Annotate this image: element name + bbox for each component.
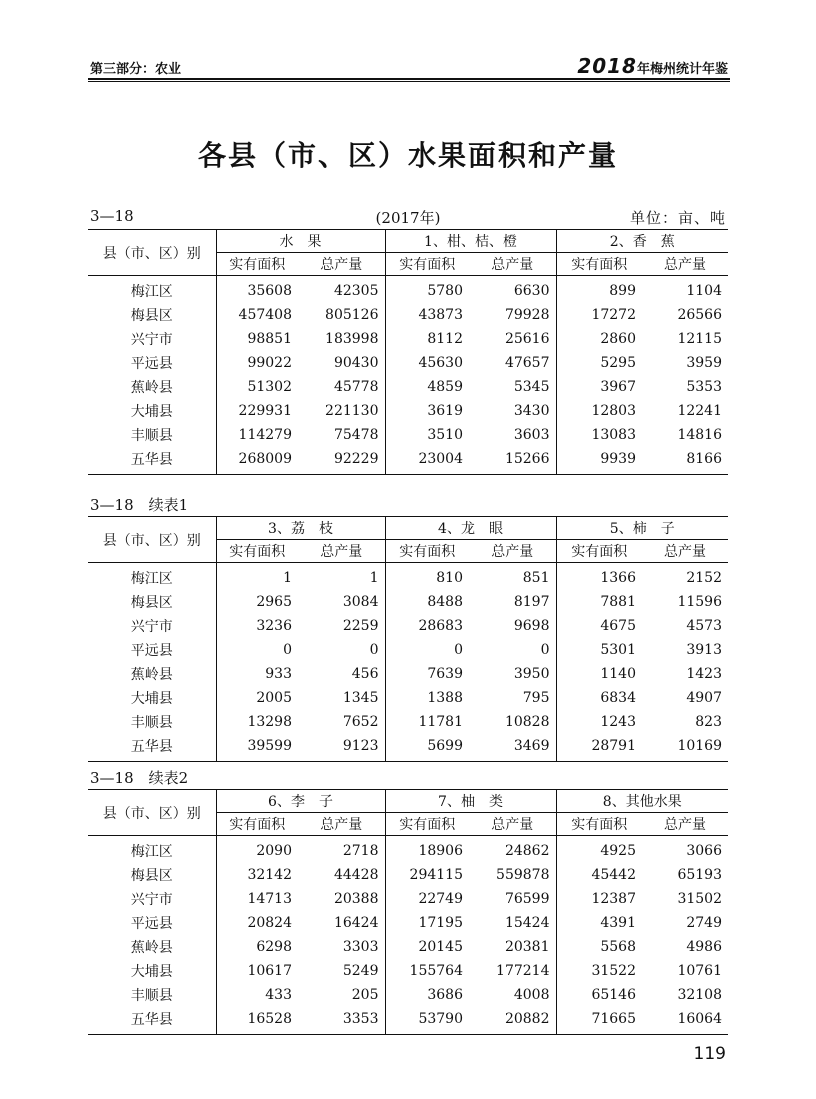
county-name: 大埔县 — [130, 404, 173, 420]
area-cell: 11781 — [385, 710, 469, 734]
output-cell: 1104 — [686, 283, 722, 299]
county-name: 梅县区 — [130, 595, 173, 611]
table-meta-1 — [90, 207, 726, 227]
output-cell: 823 — [695, 714, 722, 730]
table-row — [88, 710, 728, 734]
group-header: 1、柑、桔、橙 — [385, 230, 556, 253]
output-cell: 10828 — [504, 714, 550, 730]
output-cell: 10169 — [642, 734, 728, 762]
output-cell: 32108 — [677, 987, 722, 1003]
output-cell: 6630 — [513, 283, 550, 299]
output-cell: 12115 — [677, 331, 722, 347]
group-header: 6、李 子 — [216, 790, 385, 813]
area-cell: 23004 — [385, 447, 469, 475]
output-cell: 5353 — [686, 379, 722, 395]
area-cell: 32142 — [216, 863, 298, 887]
row-header: 县（市、区）别 — [88, 517, 216, 563]
table-row — [88, 303, 728, 327]
output-cell: 795 — [522, 690, 550, 706]
area-cell: 3236 — [216, 614, 298, 638]
table-meta-2 — [90, 494, 726, 514]
area-cell: 31522 — [556, 959, 642, 983]
group-header: 7、柚 类 — [385, 790, 556, 813]
output-cell: 3066 — [686, 843, 722, 859]
output-cell: 8166 — [642, 447, 728, 475]
col-header-output: 总产量 — [298, 253, 385, 276]
col-header-output: 总产量 — [298, 540, 385, 563]
output-cell: 183998 — [325, 331, 379, 347]
area-cell: 98851 — [216, 327, 298, 351]
area-cell: 8112 — [385, 327, 469, 351]
area-cell: 1388 — [385, 686, 469, 710]
header-year: 2018 — [577, 54, 637, 78]
group-header: 5、柿 子 — [556, 517, 728, 540]
area-cell: 268009 — [216, 447, 298, 475]
group-header: 水 果 — [216, 230, 385, 253]
output-cell: 16424 — [333, 915, 379, 931]
area-cell: 16528 — [216, 1007, 298, 1035]
area-cell: 12803 — [556, 399, 642, 423]
output-cell: 45778 — [333, 379, 379, 395]
table-row — [88, 590, 728, 614]
output-cell: 3430 — [513, 403, 550, 419]
county-name: 梅江区 — [130, 284, 173, 300]
area-cell: 20145 — [385, 935, 469, 959]
area-cell: 14713 — [216, 887, 298, 911]
output-cell: 5249 — [342, 963, 379, 979]
area-cell: 28683 — [385, 614, 469, 638]
county-name: 五华县 — [88, 447, 216, 475]
area-cell: 457408 — [216, 303, 298, 327]
output-cell: 65193 — [677, 867, 722, 883]
area-cell: 65146 — [556, 983, 642, 1007]
output-cell: 177214 — [496, 963, 550, 979]
area-cell: 9939 — [556, 447, 642, 475]
output-cell: 9698 — [513, 618, 550, 634]
table-row — [88, 423, 728, 447]
area-cell: 0 — [216, 638, 298, 662]
output-cell: 79928 — [504, 307, 550, 323]
county-name: 蕉岭县 — [130, 940, 173, 956]
county-name: 兴宁市 — [130, 892, 173, 908]
table-unit: 单位：亩、吨 — [629, 209, 726, 227]
area-cell: 1243 — [556, 710, 642, 734]
area-cell: 0 — [385, 638, 469, 662]
col-header-area: 实有面积 — [556, 813, 642, 836]
output-cell: 12241 — [677, 403, 722, 419]
area-cell: 12387 — [556, 887, 642, 911]
area-cell: 3619 — [385, 399, 469, 423]
output-cell: 1 — [369, 570, 379, 586]
table-row — [88, 836, 728, 864]
output-cell: 42305 — [333, 283, 379, 299]
output-cell: 44428 — [333, 867, 379, 883]
table-row — [88, 911, 728, 935]
page-title: 各县（市、区）水果面积和产量 — [197, 139, 618, 172]
output-cell: 4986 — [686, 939, 722, 955]
table-row — [88, 276, 728, 304]
area-cell: 22749 — [385, 887, 469, 911]
table-year: (2017年) — [375, 209, 441, 227]
output-cell: 4008 — [513, 987, 550, 1003]
county-name: 大埔县 — [130, 691, 173, 707]
table-row — [88, 662, 728, 686]
table-row — [88, 375, 728, 399]
county-name: 兴宁市 — [130, 332, 173, 348]
group-header: 4、龙 眼 — [385, 517, 556, 540]
table-code: 3—18 续表2 — [90, 769, 189, 787]
area-cell: 51302 — [216, 375, 298, 399]
page-number: 119 — [693, 1044, 726, 1064]
area-cell: 4925 — [556, 836, 642, 864]
group-header: 2、香 蕉 — [556, 230, 728, 253]
output-cell: 14816 — [677, 427, 722, 443]
output-cell: 1345 — [342, 690, 379, 706]
col-header-output: 总产量 — [642, 813, 728, 836]
area-cell: 2965 — [216, 590, 298, 614]
header-rule — [88, 78, 730, 80]
output-cell: 2749 — [686, 915, 722, 931]
output-cell: 3913 — [686, 642, 722, 658]
area-cell: 45442 — [556, 863, 642, 887]
county-name: 五华县 — [88, 734, 216, 762]
col-header-area: 实有面积 — [216, 813, 298, 836]
output-cell: 205 — [351, 987, 379, 1003]
col-header-area: 实有面积 — [556, 253, 642, 276]
area-cell: 17272 — [556, 303, 642, 327]
area-cell: 433 — [216, 983, 298, 1007]
area-cell: 43873 — [385, 303, 469, 327]
area-cell: 4675 — [556, 614, 642, 638]
area-cell: 1366 — [556, 563, 642, 591]
output-cell: 15424 — [504, 915, 550, 931]
row-header: 县（市、区）别 — [88, 230, 216, 276]
output-cell: 26566 — [677, 307, 722, 323]
area-cell: 294115 — [385, 863, 469, 887]
table-row — [88, 887, 728, 911]
area-cell: 20824 — [216, 911, 298, 935]
table-row — [88, 935, 728, 959]
col-header-output: 总产量 — [642, 540, 728, 563]
output-cell: 24862 — [504, 843, 550, 859]
area-cell: 2090 — [216, 836, 298, 864]
area-cell: 17195 — [385, 911, 469, 935]
table-meta-3 — [90, 767, 726, 787]
county-name: 丰顺县 — [130, 428, 173, 444]
output-cell: 3353 — [298, 1007, 385, 1035]
output-cell: 851 — [522, 570, 550, 586]
county-name: 梅江区 — [130, 571, 173, 587]
output-cell: 5345 — [513, 379, 550, 395]
table-row — [88, 399, 728, 423]
area-cell: 10617 — [216, 959, 298, 983]
output-cell: 0 — [540, 642, 550, 658]
group-header: 3、荔 枝 — [216, 517, 385, 540]
output-cell: 3959 — [686, 355, 722, 371]
area-cell: 3510 — [385, 423, 469, 447]
area-cell: 5780 — [385, 276, 469, 304]
col-header-area: 实有面积 — [216, 253, 298, 276]
county-name: 梅县区 — [130, 308, 173, 324]
area-cell: 1 — [216, 563, 298, 591]
table-row — [88, 863, 728, 887]
col-header-area: 实有面积 — [556, 540, 642, 563]
area-cell: 13298 — [216, 710, 298, 734]
area-cell: 39599 — [216, 734, 298, 762]
output-cell: 3603 — [513, 427, 550, 443]
area-cell: 35608 — [216, 276, 298, 304]
county-name: 大埔县 — [130, 964, 173, 980]
area-cell: 2005 — [216, 686, 298, 710]
county-name: 平远县 — [130, 643, 173, 659]
col-header-area: 实有面积 — [216, 540, 298, 563]
output-cell: 4573 — [686, 618, 722, 634]
col-header-output: 总产量 — [469, 540, 556, 563]
output-cell: 456 — [351, 666, 379, 682]
area-cell: 155764 — [385, 959, 469, 983]
area-cell: 7881 — [556, 590, 642, 614]
output-cell: 7652 — [342, 714, 379, 730]
fruit-table-3 — [88, 789, 728, 1035]
col-header-output: 总产量 — [642, 253, 728, 276]
table-row — [88, 638, 728, 662]
county-name: 蕉岭县 — [130, 667, 173, 683]
output-cell: 11596 — [677, 594, 722, 610]
table-code: 3—18 — [90, 207, 134, 225]
area-cell: 99022 — [216, 351, 298, 375]
output-cell: 3469 — [469, 734, 556, 762]
output-cell: 90430 — [333, 355, 379, 371]
output-cell: 8197 — [513, 594, 550, 610]
area-cell: 114279 — [216, 423, 298, 447]
output-cell: 3303 — [342, 939, 379, 955]
output-cell: 25616 — [504, 331, 550, 347]
area-cell: 7639 — [385, 662, 469, 686]
output-cell: 92229 — [298, 447, 385, 475]
area-cell: 8488 — [385, 590, 469, 614]
output-cell: 76599 — [504, 891, 550, 907]
county-name: 梅江区 — [130, 844, 173, 860]
table-row — [88, 563, 728, 591]
area-cell: 810 — [385, 563, 469, 591]
output-cell: 10761 — [677, 963, 722, 979]
output-cell: 3084 — [342, 594, 379, 610]
group-header: 8、其他水果 — [556, 790, 728, 813]
output-cell: 47657 — [504, 355, 550, 371]
county-name: 蕉岭县 — [130, 380, 173, 396]
output-cell: 221130 — [325, 403, 379, 419]
area-cell: 28791 — [556, 734, 642, 762]
output-cell: 15266 — [469, 447, 556, 475]
fruit-table-2 — [88, 516, 728, 762]
table-row — [88, 983, 728, 1007]
area-cell: 3686 — [385, 983, 469, 1007]
header-book-title: 年梅州统计年鉴 — [636, 62, 728, 77]
output-cell: 559878 — [496, 867, 550, 883]
table-row — [88, 614, 728, 638]
col-header-output: 总产量 — [469, 813, 556, 836]
area-cell: 2860 — [556, 327, 642, 351]
county-name: 平远县 — [130, 916, 173, 932]
table-row — [88, 1007, 728, 1035]
area-cell: 4391 — [556, 911, 642, 935]
output-cell: 2259 — [342, 618, 379, 634]
county-name: 平远县 — [130, 356, 173, 372]
area-cell: 5699 — [385, 734, 469, 762]
row-header: 县（市、区）别 — [88, 790, 216, 836]
area-cell: 4859 — [385, 375, 469, 399]
output-cell: 20388 — [333, 891, 379, 907]
county-name: 兴宁市 — [130, 619, 173, 635]
area-cell: 6834 — [556, 686, 642, 710]
area-cell: 5301 — [556, 638, 642, 662]
header-rule-thin — [88, 81, 730, 82]
running-header-book — [577, 54, 728, 78]
county-name: 梅县区 — [130, 868, 173, 884]
table-row — [88, 351, 728, 375]
area-cell: 53790 — [385, 1007, 469, 1035]
output-cell: 0 — [369, 642, 379, 658]
area-cell: 899 — [556, 276, 642, 304]
output-cell: 75478 — [333, 427, 379, 443]
output-cell: 20882 — [469, 1007, 556, 1035]
fruit-table-1 — [88, 229, 728, 475]
output-cell: 4907 — [686, 690, 722, 706]
col-header-area: 实有面积 — [385, 253, 469, 276]
table-row — [88, 686, 728, 710]
area-cell: 45630 — [385, 351, 469, 375]
county-name: 丰顺县 — [130, 988, 173, 1004]
output-cell: 2718 — [342, 843, 379, 859]
output-cell: 2152 — [686, 570, 722, 586]
area-cell: 5295 — [556, 351, 642, 375]
county-name: 丰顺县 — [130, 715, 173, 731]
output-cell: 31502 — [677, 891, 722, 907]
area-cell: 933 — [216, 662, 298, 686]
table-code: 3—18 续表1 — [90, 496, 189, 514]
col-header-area: 实有面积 — [385, 813, 469, 836]
output-cell: 16064 — [642, 1007, 728, 1035]
table-row — [88, 447, 728, 475]
output-cell: 805126 — [325, 307, 379, 323]
output-cell: 1423 — [686, 666, 722, 682]
area-cell: 6298 — [216, 935, 298, 959]
area-cell: 3967 — [556, 375, 642, 399]
table-row — [88, 734, 728, 762]
running-header-section: 第三部分：农业 — [90, 62, 182, 77]
area-cell: 229931 — [216, 399, 298, 423]
col-header-output: 总产量 — [298, 813, 385, 836]
col-header-area: 实有面积 — [385, 540, 469, 563]
area-cell: 71665 — [556, 1007, 642, 1035]
col-header-output: 总产量 — [469, 253, 556, 276]
output-cell: 3950 — [513, 666, 550, 682]
table-row — [88, 327, 728, 351]
county-name: 五华县 — [88, 1007, 216, 1035]
area-cell: 18906 — [385, 836, 469, 864]
table-row — [88, 959, 728, 983]
output-cell: 9123 — [298, 734, 385, 762]
area-cell: 5568 — [556, 935, 642, 959]
area-cell: 13083 — [556, 423, 642, 447]
area-cell: 1140 — [556, 662, 642, 686]
output-cell: 20381 — [504, 939, 550, 955]
